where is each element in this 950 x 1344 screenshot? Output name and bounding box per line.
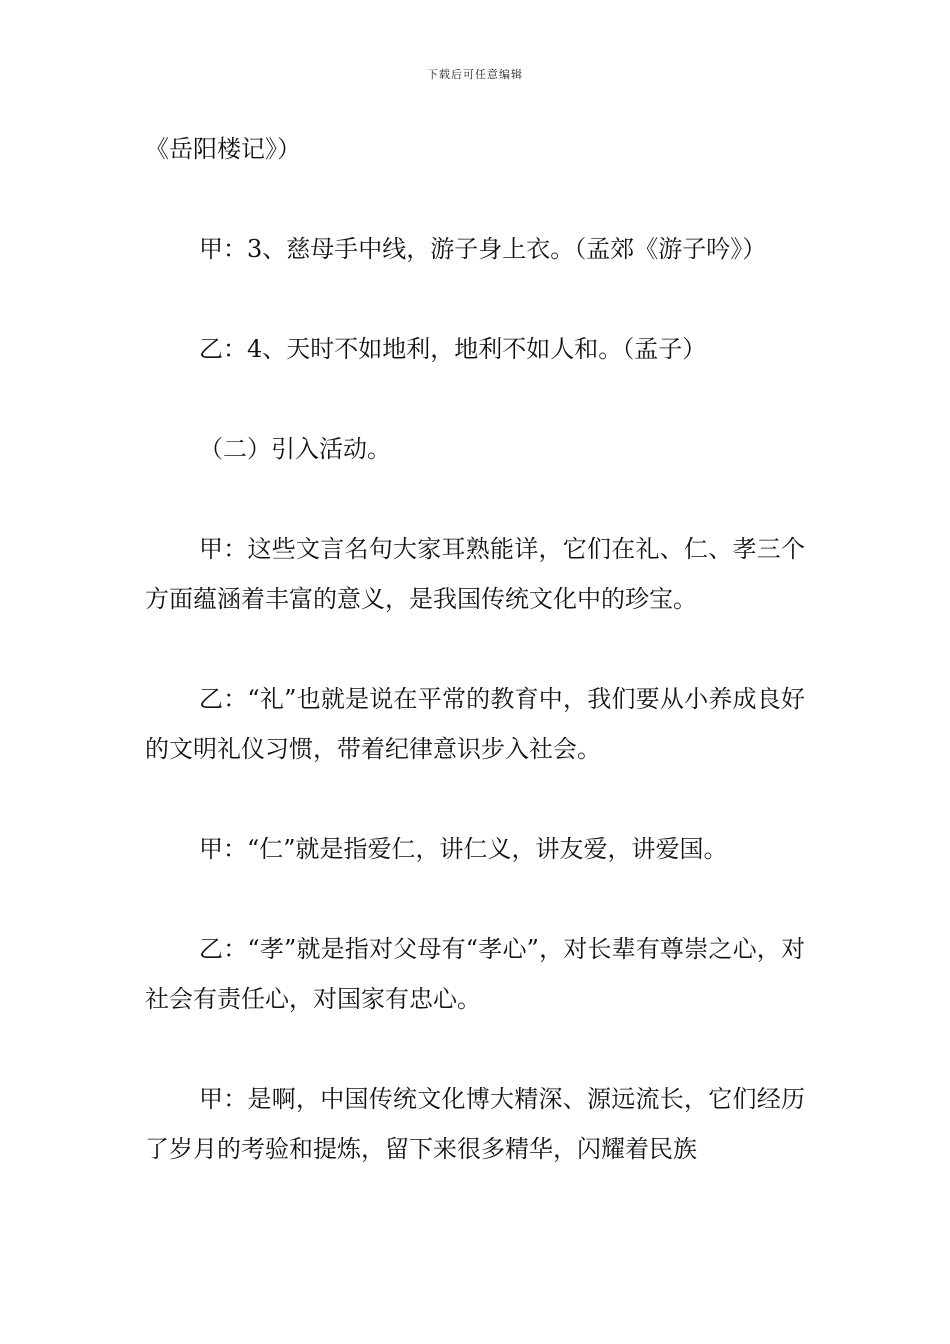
document-body	[145, 124, 805, 1174]
paragraph-4: （二）引入活动。	[199, 435, 391, 463]
paragraph-2: 甲：3、慈母手中线，游子身上衣。（孟郊《游子吟》）	[199, 235, 767, 263]
paragraph-8: 乙：“孝”就是指对父母有“孝心”，对长辈有尊崇之心，对社会有责任心，对国家有忠心。	[145, 935, 805, 1013]
paragraph-6: 乙：“礼”也就是说在平常的教育中，我们要从小养成良好的文明礼仪习惯，带着纪律意识步入社会。	[145, 685, 805, 763]
paragraph-9: 甲：是啊，中国传统文化博大精深、源远流长，它们经历了岁月的考验和提炼，留下来很多精华，闪耀着民族	[145, 1085, 805, 1163]
paragraph-7: 甲：“仁”就是指爱仁，讲仁义，讲友爱，讲爱国。	[199, 835, 728, 863]
paragraph-5: 甲：这些文言名句大家耳熟能详，它们在礼、仁、孝三个方面蕴涵着丰富的意义，是我国传统文化中的珍宝。	[145, 535, 805, 613]
paragraph-1: 《岳阳楼记》）	[145, 135, 301, 163]
page-header: 下载后可任意编辑	[427, 68, 523, 81]
paragraph-3: 乙：4、天时不如地利，地利不如人和。（孟子）	[199, 335, 707, 363]
